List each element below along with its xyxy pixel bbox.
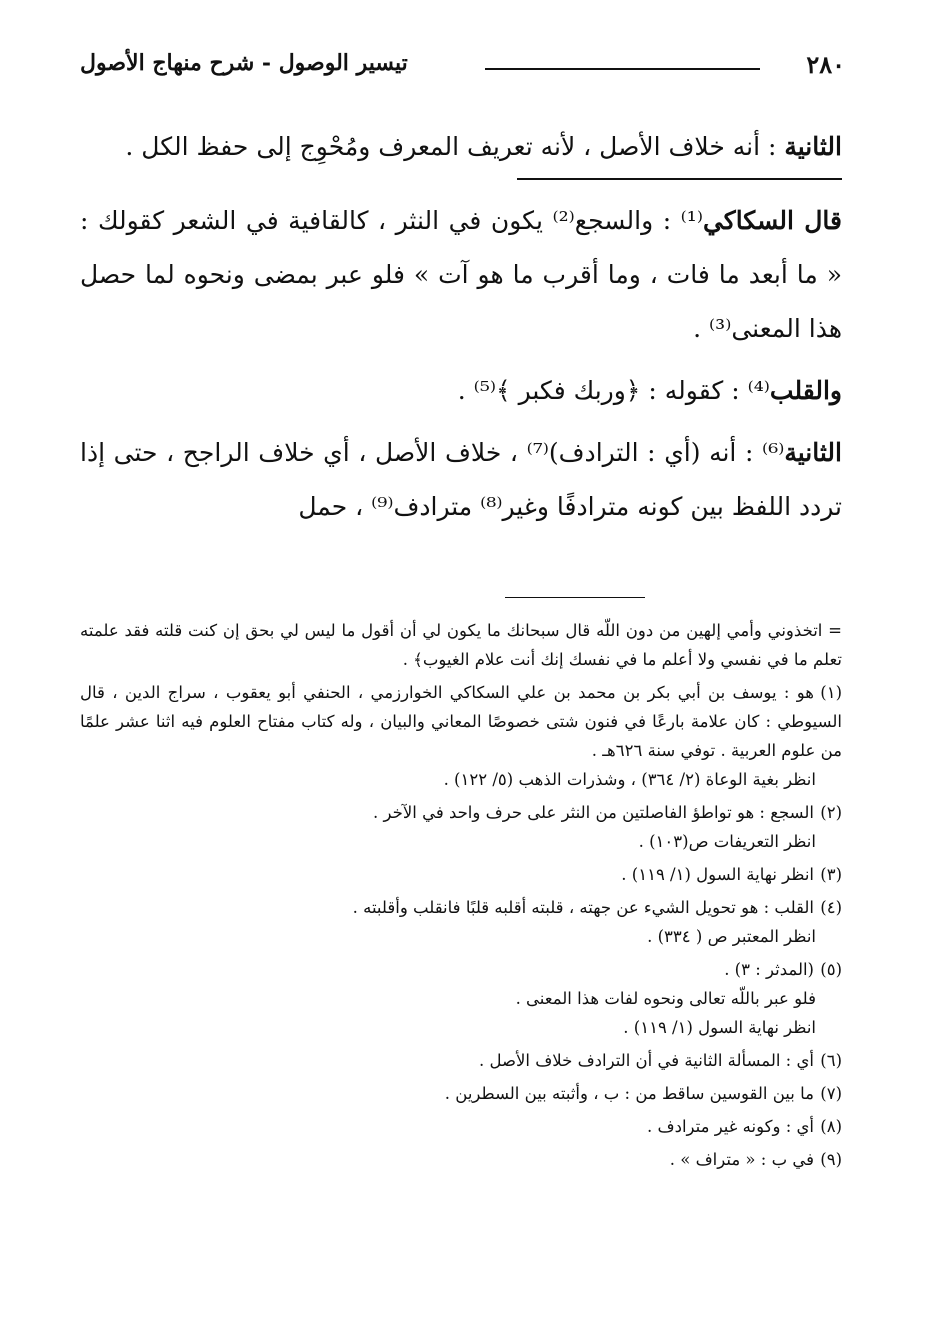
footnote-text: ما بين القوسين ساقط من : ب ، وأثبته بين السطرين . <box>444 1084 814 1103</box>
footnote-number: (٩) <box>820 1150 842 1169</box>
paragraph-body: ⁽¹⁾ : والسجع⁽²⁾ يكون في النثر ، كالقافية في الشعر كقولك : « ما أبعد ما فات ، وما أقرب ما هو آت » فلو عبر بمضى ونحوه لما حصل هذا المعنى⁽³⁾ . <box>80 206 842 343</box>
paragraph-body: ⁽⁴⁾ : كقوله : ﴿وربك فكبر ﴾⁽⁵⁾ . <box>457 376 770 405</box>
paragraph-lead: والقلب <box>769 376 842 405</box>
footnote-reference: انظر المعتبر ص ( ٣٣٤) . <box>647 927 816 946</box>
paragraph-second-2 <box>80 426 842 534</box>
paragraph-lead: الثانية <box>784 132 842 161</box>
footnote-reference: انظر التعريفات ص(١٠٣) . <box>638 832 816 851</box>
footnote-number: (٥) <box>820 960 842 979</box>
footnote-3 <box>80 860 842 889</box>
footnote-text: هو : يوسف بن أبي بكر بن محمد بن علي السكاكي الخوارزمي ، الحنفي أبو يعقوب ، سراج الدين ، قال السيوطي : كان علامة بارعًا في فنون شتى خصوصًا المعاني والبيان ، وله كتاب مفتاح العلوم فيه اثنا عشر علمًا من علوم العربية . توفي سنة ٦٢٦هـ . <box>80 683 842 760</box>
footnote-number: (٣) <box>820 865 842 884</box>
footnote-2 <box>80 798 842 827</box>
header-rule <box>485 68 760 70</box>
paragraph-qalb <box>80 364 842 418</box>
main-text <box>80 120 842 534</box>
paragraph-sakkaki <box>80 194 842 356</box>
footnote-rule <box>505 597 645 598</box>
footnote-4 <box>80 893 842 922</box>
page-number: ٢٨٠ <box>806 50 845 79</box>
footnote-6 <box>80 1046 842 1075</box>
footnote-1 <box>80 678 842 765</box>
paragraph-lead: الثانية <box>784 438 842 467</box>
footnote-carry-over: = اتخذوني وأمي إلهين من دون اللّه قال سبحانك ما يكون لي أن أقول ما ليس لي بحق إن كنت قلته فقد علمته تعلم ما في نفسي ولا أعلم ما في نفسك إنك أنت علام الغيوب﴾ . <box>80 621 842 669</box>
running-title: تيسير الوصول - شرح منهاج الأصول <box>80 50 408 76</box>
footnote-reference: انظر بغية الوعاة (٢/ ٣٦٤) ، وشذرات الذهب (٥/ ١٢٢) . <box>443 770 816 789</box>
footnote-text: في ب : « متراف » . <box>669 1150 814 1169</box>
footnote-text: انظر نهاية السول (١/ ١١٩) . <box>621 865 814 884</box>
footnotes <box>80 616 842 1174</box>
footnote-number: (٦) <box>820 1051 842 1070</box>
footnote-text: فلو عبر باللّه تعالى ونحوه لفات هذا المعنى . <box>515 989 816 1008</box>
footnote-text: (المدثر : ٣) . <box>724 960 814 979</box>
footnote-number: (٤) <box>820 898 842 917</box>
footnote-reference: انظر نهاية السول (١/ ١١٩) . <box>623 1018 816 1037</box>
footnote-5 <box>80 955 842 984</box>
footnote-text: السجع : هو تواطؤ الفاصلتين من النثر على حرف واحد في الآخر . <box>373 803 814 822</box>
section-rule <box>517 178 842 180</box>
footnote-number: (٨) <box>820 1117 842 1136</box>
paragraph-body: ⁽⁶⁾ : أنه (أي : الترادف)⁽⁷⁾ ، خلاف الأصل ، أي خلاف الراجح ، حتى إذا تردد اللفظ بين كونه مترادفًا وغير⁽⁸⁾ مترادف⁽⁹⁾ ، حمل <box>80 438 842 521</box>
footnote-text: أي : وكونه غير مترادف . <box>647 1117 814 1136</box>
footnote-number: (٢) <box>820 803 842 822</box>
footnote-number: (١) <box>820 683 842 702</box>
footnote-9 <box>80 1145 842 1174</box>
footnote-text: القلب : هو تحويل الشيء عن جهته ، قلبته أقلبه قلبًا فانقلب وأقلبته . <box>352 898 814 917</box>
paragraph-lead: قال السكاكي <box>702 206 842 235</box>
paragraph-body: : أنه خلاف الأصل ، لأنه تعريف المعرف ومُحْوِج إلى حفظ الكل . <box>125 132 785 161</box>
footnote-number: (٧) <box>820 1084 842 1103</box>
footnote-7 <box>80 1079 842 1108</box>
footnote-8 <box>80 1112 842 1141</box>
footnote-text: أي : المسألة الثانية في أن الترادف خلاف الأصل . <box>478 1051 814 1070</box>
paragraph-second-1 <box>80 120 842 174</box>
page-header <box>80 50 845 86</box>
